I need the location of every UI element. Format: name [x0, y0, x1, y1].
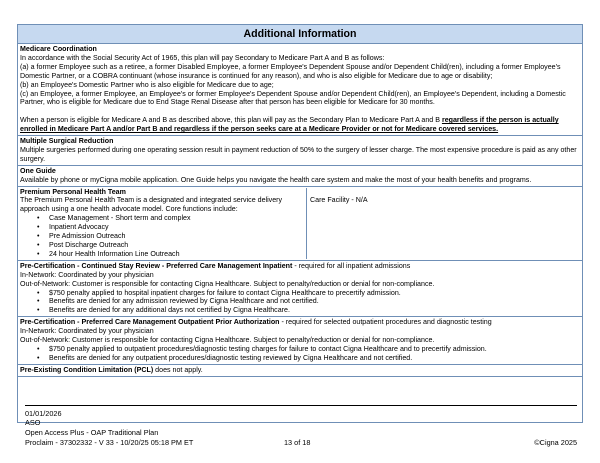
medicare-p3: (b) an Employee's Domestic Partner who is also eligible for Medicare due to age; — [20, 80, 274, 89]
list-item: • Inpatient Advocacy — [49, 223, 304, 232]
additional-info-table — [17, 24, 583, 423]
one-guide-cell — [18, 165, 583, 186]
footer-bottom-line — [25, 438, 577, 447]
pph-text: The Premium Personal Health Team is a designated and integrated service delivery approach using a one health advocate model. Core functions include: — [20, 196, 283, 214]
footer-proclaim: Proclaim - 37302332 - V 33 - 10/20/25 05:18 PM ET — [25, 438, 194, 447]
pph-left — [20, 188, 307, 259]
medicare-coordination-cell — [18, 44, 583, 136]
precert-inpatient-cell — [18, 260, 583, 316]
list-item: • Post Discharge Outreach — [49, 241, 304, 250]
surgical-text: Multiple surgeries performed during one operating session result in payment reduction of 50% to the surgery of lesser charge. The most expensive procedure is paid as any other surgery. — [20, 145, 577, 163]
blank-line — [310, 188, 580, 197]
precert-outpatient-cell — [18, 317, 583, 365]
medicare-heading: Medicare Coordination — [20, 45, 97, 53]
footer-date: 01/01/2026 — [25, 409, 62, 418]
precert-inpatient-heading-tail: - required for all inpatient admissions — [292, 261, 411, 270]
personal-health-team-cell — [18, 186, 583, 260]
footer-funding: ASO — [25, 418, 41, 428]
precert-outpatient-in-network: In-Network: Coordinated by your physician — [20, 327, 154, 336]
medicare-p4: (c) an Employee, a former Employee, an Employee's or former Employee's Dependent Spouse and/or Dependent Child(ren), an Employee's Dependent, including a Domestic Partner, who is eligible for Medicare due to End Stage Renal Disease after that person has been eligible for Medicare for 30 months. — [20, 89, 566, 107]
list-item: • 24 hour Health Information Line Outreach — [49, 250, 304, 259]
precert-inpatient-list — [20, 289, 580, 316]
footer-plan: Open Access Plus - OAP Traditional Plan — [25, 427, 159, 437]
list-item: • $750 penalty applied to hospital inpatient charges for failure to contact Cigna Healthcare to precertify admission. — [49, 289, 580, 298]
pcl-tail: does not apply. — [153, 365, 203, 374]
precert-inpatient-in-network: In-Network: Coordinated by your physician — [20, 270, 154, 279]
medicare-p1: In accordance with the Social Security Act of 1965, this plan will pay Secondary to Medicare Part A and B as follows: — [20, 53, 385, 62]
care-facility: Care Facility - N/A — [310, 196, 368, 205]
section-header: Additional Information — [18, 25, 583, 44]
pcl-cell — [18, 364, 583, 376]
pph-list — [20, 214, 304, 259]
one-guide-heading: One Guide — [20, 166, 56, 175]
page-footer — [25, 405, 577, 437]
blank-line — [20, 107, 580, 116]
list-item: • $750 penalty applied to outpatient procedures/diagnostic testing charges for failure to contact Cigna Healthcare and to precertify admission. — [49, 345, 580, 354]
list-item: • Pre Admission Outreach — [49, 232, 304, 241]
precert-outpatient-heading-tail: - required for selected outpatient procedures and diagnostic testing — [279, 318, 492, 327]
list-item: • Benefits are denied for any additional days not certified by Cigna Healthcare. — [49, 306, 580, 315]
precert-inpatient-title — [20, 262, 580, 271]
surgical-reduction-cell — [18, 136, 583, 166]
precert-outpatient-out-network: Out-of-Network: Customer is responsible for contacting Cigna Healthcare. Subject to penalty/reduction or denial for non-compliance. — [20, 336, 435, 345]
surgical-heading: Multiple Surgical Reduction — [20, 137, 114, 146]
copyright: ©Cigna 2025 — [534, 438, 577, 447]
benefits-document — [17, 24, 583, 423]
one-guide-text: Available by phone or myCigna mobile application. One Guide helps you navigate the health care system and make the most of your health benefits and programs. — [20, 175, 532, 184]
medicare-p2: (a) a former Employee such as a retiree, a former Disabled Employee, a former Employee's Dependent Spouse and/or Dependent Child(ren), including a former Employee's Domestic Partner, or a COBRA continuant (whose insurance is continued for any reason), and who is also eligible for Medicare due to age or disability; — [20, 62, 561, 80]
medicare-p5-plain: When a person is eligible for Medicare A and B as described above, this plan will pay as the Secondary Plan to Medicare Part A and B — [20, 116, 442, 125]
precert-outpatient-title — [20, 318, 580, 327]
pph-right — [307, 188, 581, 259]
precert-outpatient-heading: Pre-Certification - Preferred Care Management Outpatient Prior Authorization — [20, 318, 280, 327]
pph-heading: Premium Personal Health Team — [20, 187, 126, 196]
list-item: • Benefits are denied for any admission reviewed by Cigna Healthcare and not certified. — [49, 297, 580, 306]
precert-inpatient-out-network: Out-of-Network: Customer is responsible for contacting Cigna Healthcare. Subject to penalty/reduction or denial for non-compliance. — [20, 279, 435, 288]
medicare-p5-emphasis: regardless if the person is actually enrolled in Medicare Part A and/or Part B and regardless if the person seeks care at a Medicare Provider or not for Medicare covered services. — [20, 116, 559, 134]
list-item: • Benefits are denied for any outpatient procedures/diagnostic testing reviewed by Cigna Healthcare and not certified. — [49, 354, 580, 363]
list-item: • Case Management - Short term and complex — [49, 214, 304, 223]
pcl-heading: Pre-Existing Condition Limitation (PCL) — [20, 365, 154, 374]
precert-inpatient-heading: Pre-Certification - Continued Stay Review - Preferred Care Management Inpatient — [20, 261, 293, 270]
page-number: 13 of 18 — [284, 438, 311, 447]
personal-health-team-split — [20, 188, 580, 259]
precert-outpatient-list — [20, 345, 580, 363]
medicare-p5 — [20, 116, 580, 134]
